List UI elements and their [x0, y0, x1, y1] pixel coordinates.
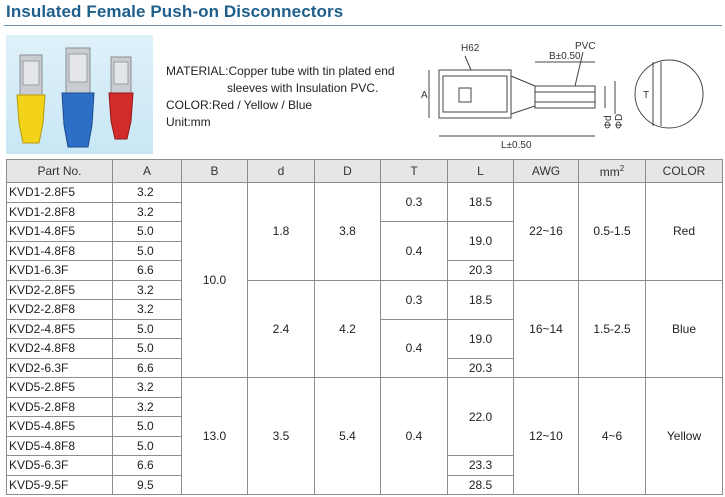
awg-cell: 16~14 — [514, 280, 579, 378]
unit-line: Unit:mm — [166, 115, 211, 129]
part-no-cell: KVD2-4.8F8 — [7, 339, 113, 359]
a-cell: 3.2 — [113, 397, 182, 417]
t-cell: 0.4 — [381, 319, 448, 378]
a-cell: 5.0 — [113, 417, 182, 437]
large-d-cell: 3.8 — [315, 183, 381, 281]
header-part-no: Part No. — [7, 160, 113, 183]
small-d-cell: 2.4 — [248, 280, 315, 378]
header-b: B — [182, 160, 248, 183]
header-t: T — [381, 160, 448, 183]
header-l: L — [448, 160, 514, 183]
a-cell: 6.6 — [113, 456, 182, 476]
a-cell: 3.2 — [113, 202, 182, 222]
a-cell: 5.0 — [113, 241, 182, 261]
l-cell: 19.0 — [448, 222, 514, 261]
page-title: Insulated Female Push-on Disconnectors — [6, 2, 344, 21]
b-cell: 13.0 — [182, 378, 248, 495]
title-divider — [4, 25, 722, 26]
part-no-cell: KVD5-4.8F5 — [7, 417, 113, 437]
yellow-terminal-image — [17, 55, 45, 143]
t-cell: 0.3 — [381, 280, 448, 319]
awg-cell: 22~16 — [514, 183, 579, 281]
a-cell: 5.0 — [113, 436, 182, 456]
large-d-cell: 4.2 — [315, 280, 381, 378]
part-no-cell: KVD2-4.8F5 — [7, 319, 113, 339]
part-no-cell: KVD5-2.8F5 — [7, 378, 113, 398]
t-dimension-label: T — [643, 90, 650, 101]
table-row — [7, 280, 723, 300]
l-cell: 18.5 — [448, 280, 514, 319]
header-small-d: d — [248, 160, 315, 183]
a-cell: 5.0 — [113, 319, 182, 339]
header-mm2 — [579, 160, 646, 183]
l-cell: 28.5 — [448, 475, 514, 495]
part-no-cell: KVD2-6.3F — [7, 358, 113, 378]
l-cell: 19.0 — [448, 319, 514, 358]
l-cell: 18.5 — [448, 183, 514, 222]
t-cell: 0.4 — [381, 222, 448, 281]
small-d-cell: 3.5 — [248, 378, 315, 495]
mm2-cell: 1.5-2.5 — [579, 280, 646, 378]
l-cell: 23.3 — [448, 456, 514, 476]
part-no-cell: KVD1-6.3F — [7, 261, 113, 281]
a-cell: 3.2 — [113, 300, 182, 320]
awg-cell: 12~10 — [514, 378, 579, 495]
color-cell: Blue — [646, 280, 723, 378]
b-cell: 10.0 — [182, 183, 248, 378]
part-no-cell: KVD1-2.8F8 — [7, 202, 113, 222]
l-cell: 20.3 — [448, 261, 514, 281]
header-mm2-unit: mm — [599, 164, 620, 179]
mm2-cell: 4~6 — [579, 378, 646, 495]
part-no-cell: KVD2-2.8F5 — [7, 280, 113, 300]
table-row — [7, 183, 723, 203]
a-cell: 3.2 — [113, 378, 182, 398]
a-cell: 3.2 — [113, 183, 182, 203]
header-color: COLOR — [646, 160, 723, 183]
color-cell: Yellow — [646, 378, 723, 495]
table-header-row — [7, 160, 723, 183]
part-no-cell: KVD1-2.8F5 — [7, 183, 113, 203]
b-dimension-label: B±0.50 — [549, 51, 581, 62]
a-cell: 6.6 — [113, 358, 182, 378]
color-cell: Red — [646, 183, 723, 281]
small-d-cell: 1.8 — [248, 183, 315, 281]
a-cell: 5.0 — [113, 222, 182, 242]
a-cell: 3.2 — [113, 280, 182, 300]
material-line: MATERIAL:Copper tube with tin plated end — [166, 64, 395, 78]
header-mm2-superscript: 2 — [619, 163, 625, 173]
large-d-cell: 5.4 — [315, 378, 381, 495]
part-no-cell: KVD2-2.8F8 — [7, 300, 113, 320]
large-d-label: ΦD — [614, 113, 625, 129]
mm2-cell: 0.5-1.5 — [579, 183, 646, 281]
part-no-cell: KVD1-4.8F8 — [7, 241, 113, 261]
h62-label: H62 — [461, 43, 480, 54]
part-no-cell: KVD1-4.8F5 — [7, 222, 113, 242]
material-line-continued: sleeves with Insulation PVC. — [227, 81, 379, 95]
t-cell: 0.3 — [381, 183, 448, 222]
part-no-cell: KVD5-4.8F8 — [7, 436, 113, 456]
pvc-label: PVC — [575, 41, 596, 52]
product-photo — [6, 35, 153, 154]
header-large-d: D — [315, 160, 381, 183]
l-cell: 22.0 — [448, 378, 514, 456]
part-no-cell: KVD5-2.8F8 — [7, 397, 113, 417]
technical-drawing — [417, 36, 719, 152]
red-terminal-image — [109, 57, 133, 139]
a-cell: 6.6 — [113, 261, 182, 281]
part-no-cell: KVD5-6.3F — [7, 456, 113, 476]
header-awg: AWG — [514, 160, 579, 183]
blue-terminal-image — [62, 48, 94, 147]
header-a: A — [113, 160, 182, 183]
a-cell: 9.5 — [113, 475, 182, 495]
small-d-label: Φd — [603, 115, 614, 129]
a-cell: 5.0 — [113, 339, 182, 359]
a-dimension-label: A — [421, 90, 428, 101]
table-row — [7, 378, 723, 398]
product-description — [166, 63, 395, 131]
t-cell: 0.4 — [381, 378, 448, 495]
color-line: COLOR:Red / Yellow / Blue — [166, 98, 313, 112]
l-cell: 20.3 — [448, 358, 514, 378]
part-no-cell: KVD5-9.5F — [7, 475, 113, 495]
l-dimension-label: L±0.50 — [501, 140, 532, 151]
spec-table — [6, 159, 723, 495]
